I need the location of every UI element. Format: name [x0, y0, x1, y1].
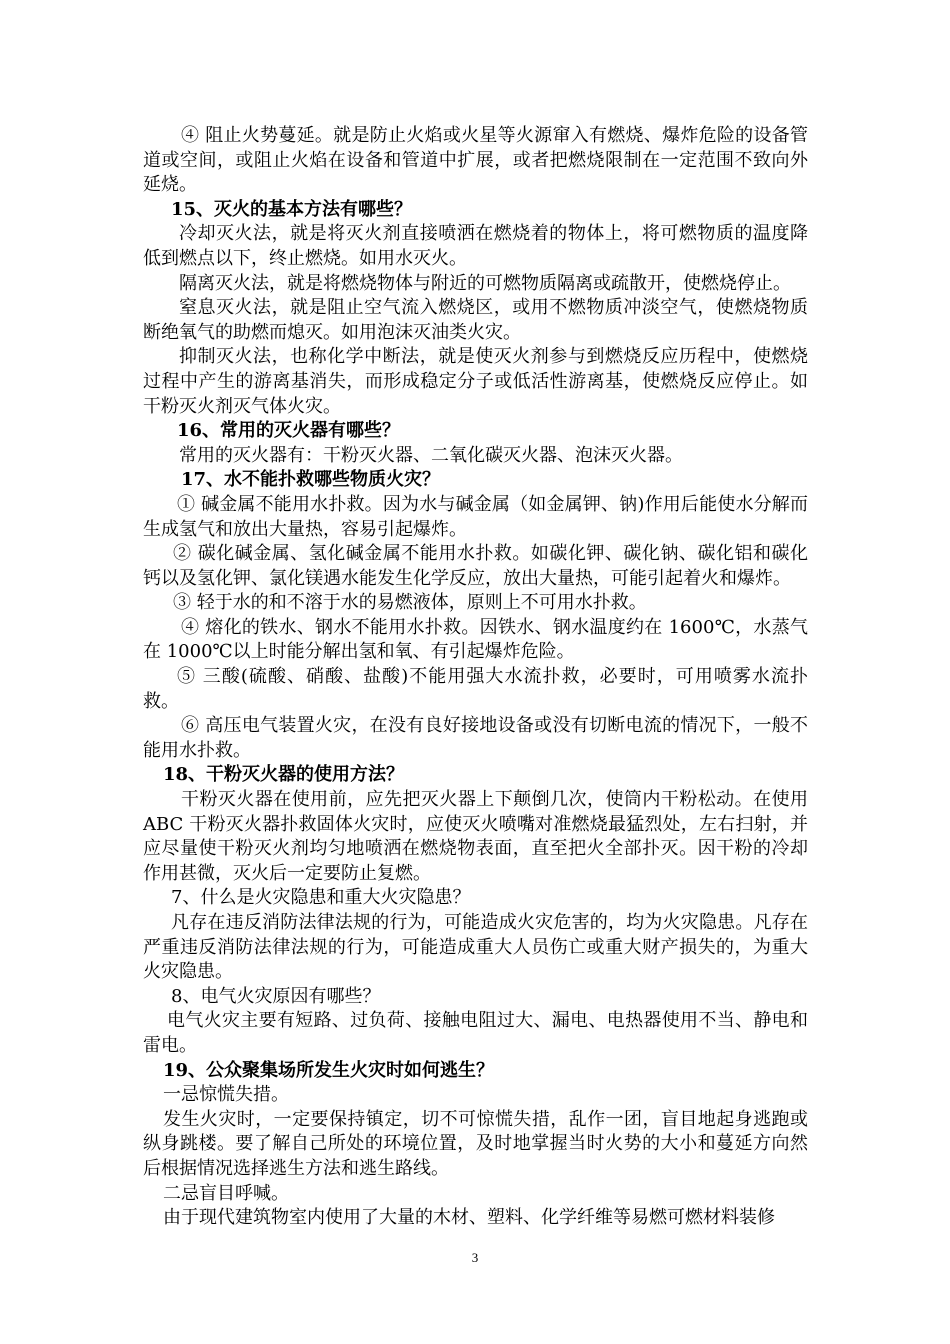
paragraph: 常用的灭火器有：干粉灭火器、二氧化碳灭火器、泡沫灭火器。 — [179, 444, 683, 466]
paragraph: 窒息灭火法，就是阻止空气流入燃烧区，或用不燃物质冲淡空气，使燃烧物质断绝氧气的助燃而熄灭。如用泡沫灭油类火灾。 — [143, 297, 808, 343]
section-heading: 15、灭火的基本方法有哪些？ — [171, 198, 413, 220]
page-number: 3 — [471, 1250, 479, 1265]
section-heading: 19、公众聚集场所发生火灾时如何逃生？ — [163, 1059, 495, 1081]
section-heading: 18、干粉灭火器的使用方法？ — [163, 764, 405, 786]
section-heading: 8、电气火灾原因有哪些？ — [171, 985, 381, 1007]
paragraph: ④ 熔化的铁水、钢水不能用水扑救。因铁水、钢水温度约在 1600℃，水蒸气在 1000℃以上时能分解出氢和氧、有引起爆炸危险。 — [143, 616, 808, 663]
paragraph: 二忌盲目呼喊。 — [163, 1182, 289, 1204]
paragraph: ③ 轻于水的和不溶于水的易燃液体，原则上不可用水扑救。 — [173, 592, 647, 614]
paragraph: 电气火灾主要有短路、过负荷、接触电阻过大、漏电、电热器使用不当、静电和雷电。 — [143, 1010, 808, 1056]
paragraph: 发生火灾时，一定要保持镇定，切不可惊慌失措，乱作一团，盲目地起身逃跑或纵身跳楼。要了解自己所处的环境位置，及时地掌握当时火势的大小和蔓延方向然后根据情况选择逃生方法和逃生路线。 — [143, 1108, 808, 1179]
paragraph: 一忌惊慌失措。 — [163, 1084, 289, 1106]
paragraph: 冷却灭火法，就是将灭火剂直接喷洒在燃烧着的物体上，将可燃物质的温度降低到燃点以下，终止燃烧。如用水灭火。 — [143, 223, 808, 269]
paragraph: 隔离灭火法，就是将燃烧物体与附近的可燃物质隔离或疏散开，使燃烧停止。 — [179, 272, 791, 294]
paragraph: ④ 阻止火势蔓延。就是防止火焰或火星等火源窜入有燃烧、爆炸危险的设备管道或空间，或阻止火焰在设备和管道中扩展，或者把燃烧限制在一定范围不致向外延烧。 — [143, 125, 808, 196]
section-heading: 17、水不能扑救哪些物质火灾？ — [181, 469, 441, 491]
document-body — [143, 124, 808, 1231]
paragraph: ① 碱金属不能用水扑救。因为水与碱金属（如金属钾、钠)作用后能使水分解而生成氢气和放出大量热，容易引起爆炸。 — [143, 493, 808, 540]
paragraph: ⑥ 高压电气装置火灾，在没有良好接地设备或没有切断电流的情况下，一般不能用水扑救。 — [143, 715, 808, 761]
section-heading: 16、常用的灭火器有哪些？ — [177, 420, 401, 442]
paragraph: 凡存在违反消防法律法规的行为，可能造成火灾危害的，均为火灾隐患。凡存在严重违反消防法律法规的行为，可能造成重大人员伤亡或重大财产损失的，为重大火灾隐患。 — [143, 912, 808, 983]
paragraph: ⑤ 三酸(硫酸、硝酸、盐酸)不能用强大水流扑救，必要时，可用喷雾水流扑救。 — [143, 666, 808, 712]
paragraph: 干粉灭火器在使用前，应先把灭火器上下颠倒几次，使筒内干粉松动。在使用 ABC 干粉灭火器扑救固体火灾时，应使灭火喷嘴对准燃烧最猛烈处，左右扫射，并应尽量使干粉灭火剂均匀地喷洒在燃烧物表面，直至把火全部扑灭。因干粉的冷却作用甚微，灭火后一定要防止复燃。 — [143, 789, 808, 884]
paragraph: 由于现代建筑物室内使用了大量的木材、塑料、化学纤维等易燃可燃材料装修 — [163, 1207, 775, 1229]
paragraph: ② 碳化碱金属、氢化碱金属不能用水扑救。如碳化钾、碳化钠、碳化铝和碳化钙以及氢化钾、氯化镁遇水能发生化学反应，放出大量热，可能引起着火和爆炸。 — [143, 543, 808, 589]
section-heading: 7、什么是火灾隐患和重大火灾隐患？ — [171, 887, 471, 909]
paragraph: 抑制灭火法，也称化学中断法，就是使灭火剂参与到燃烧反应历程中，使燃烧过程中产生的游离基消失，而形成稳定分子或低活性游离基，使燃烧反应停止。如干粉灭火剂灭气体火灾。 — [143, 346, 808, 417]
